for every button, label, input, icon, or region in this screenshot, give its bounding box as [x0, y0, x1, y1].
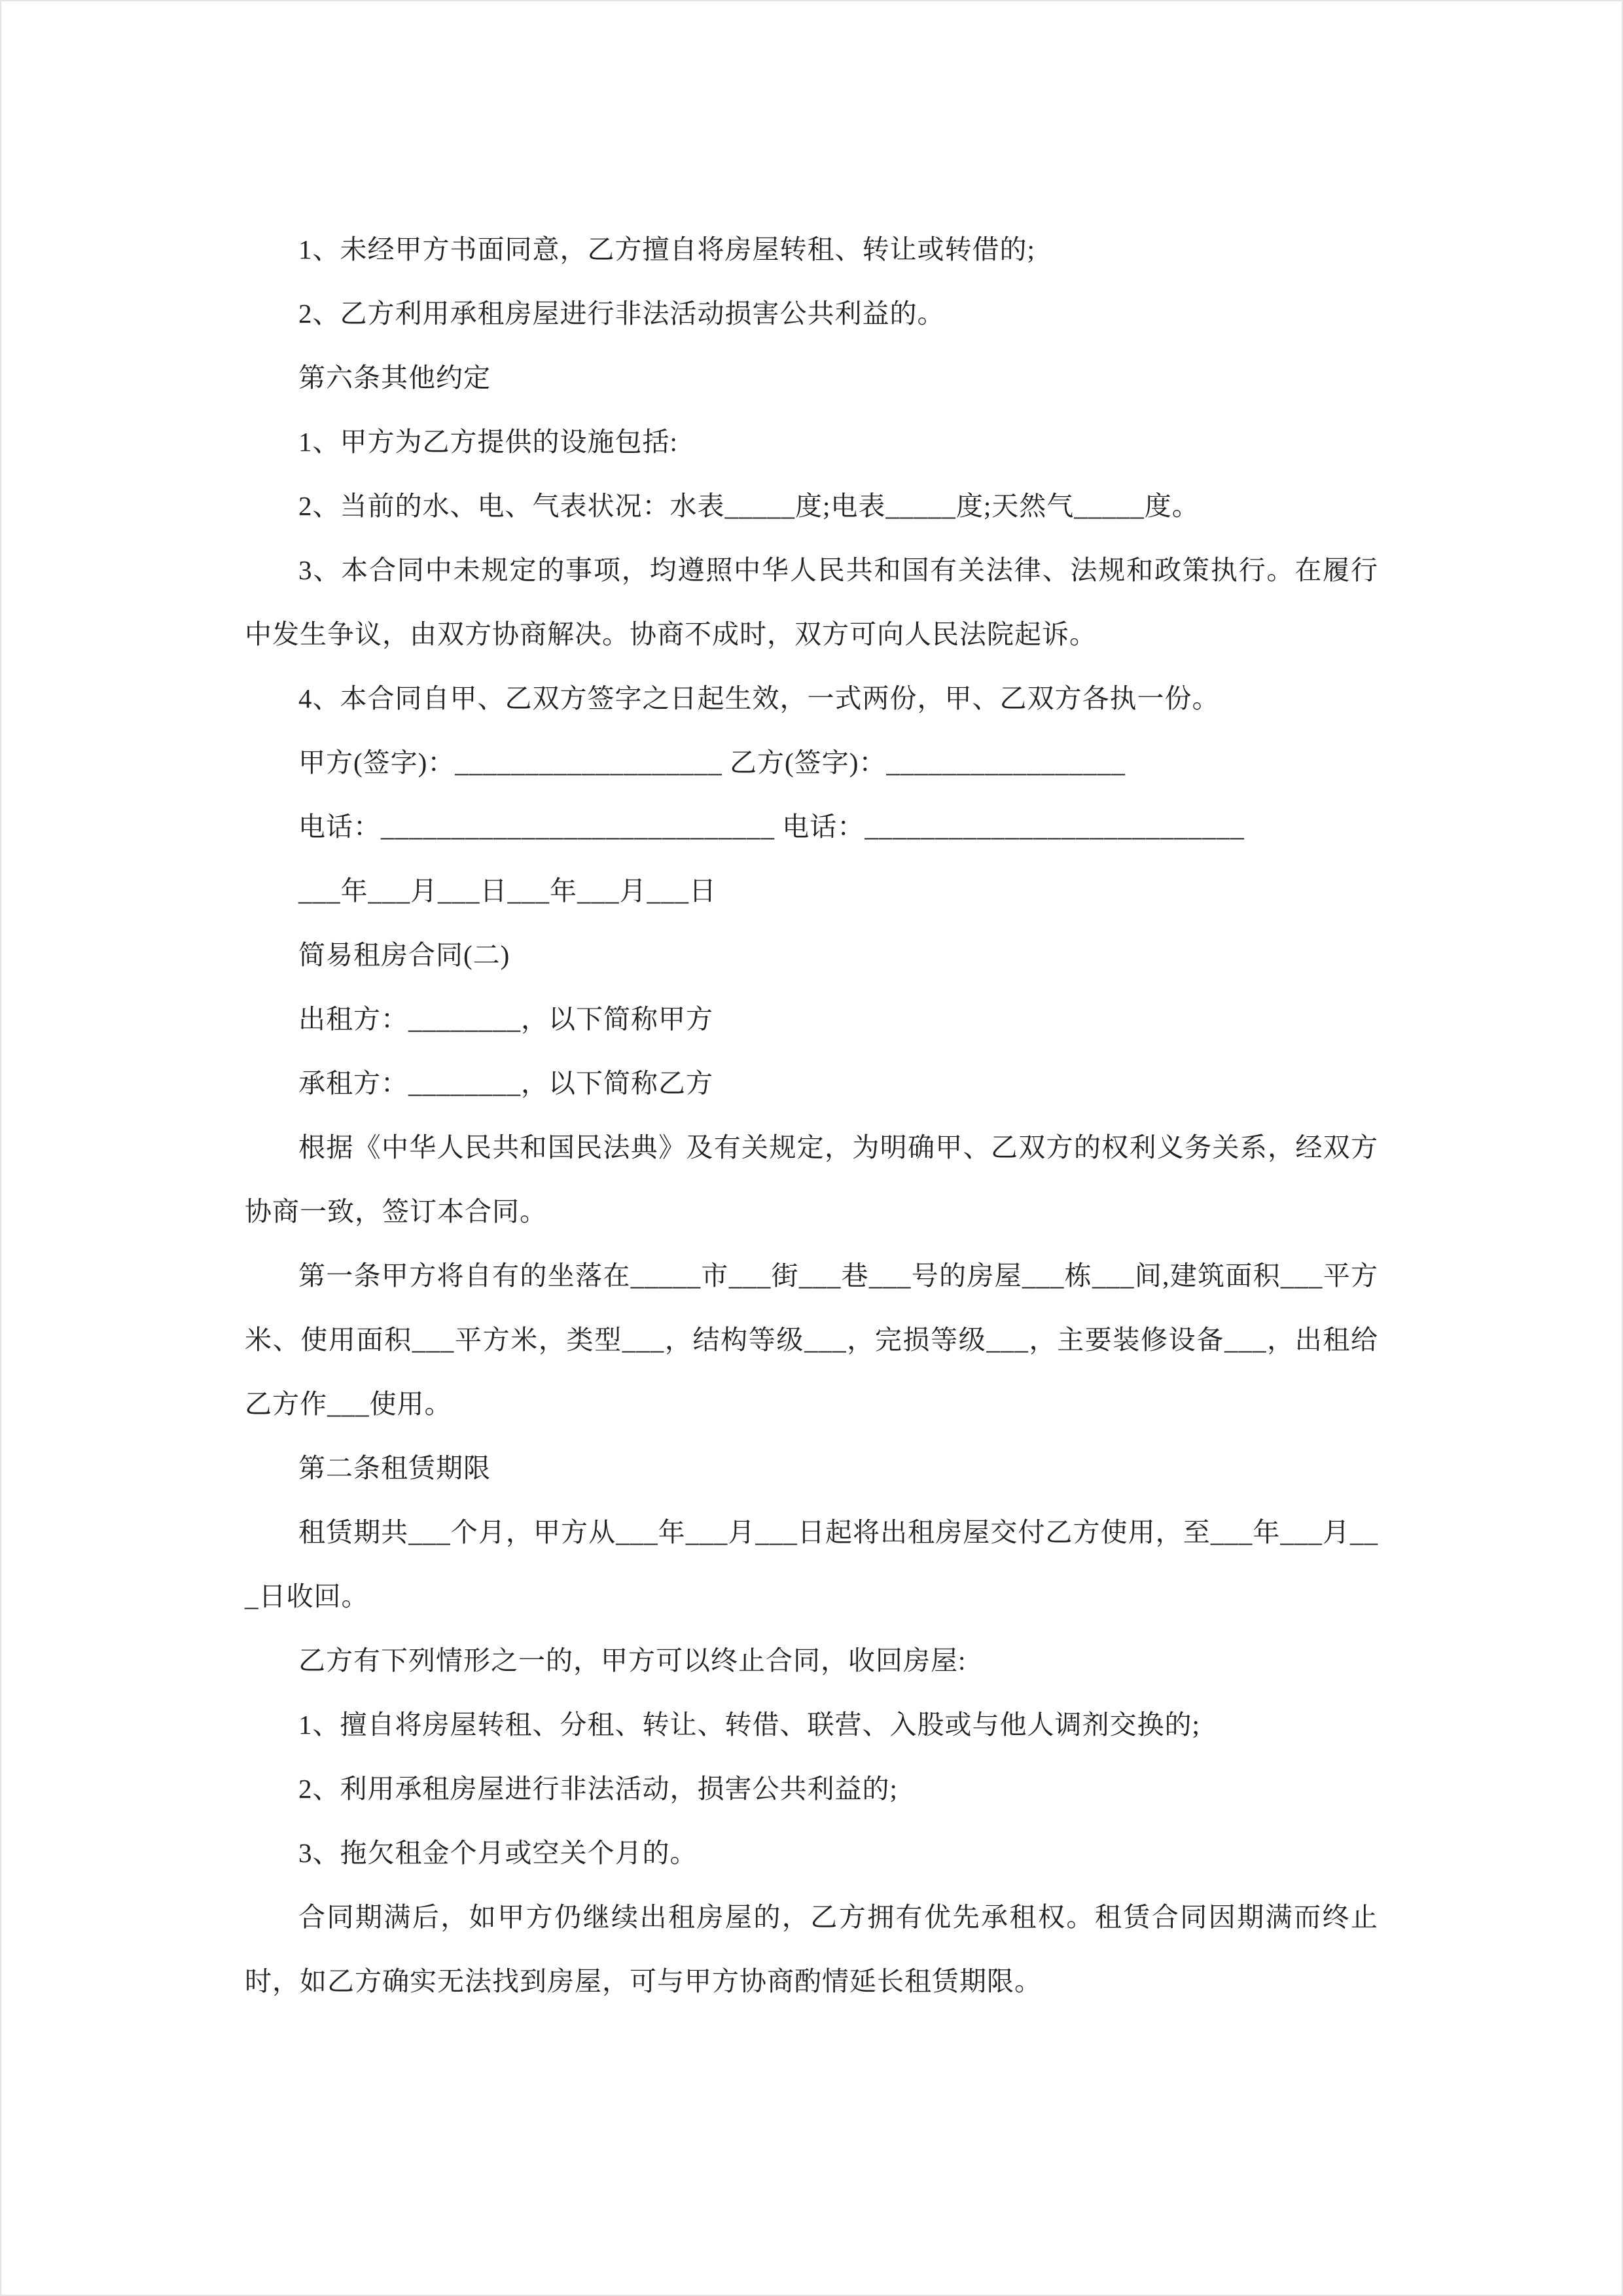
heading-article-6-other-agreements: 第六条其他约定 — [298, 363, 491, 393]
article6-item-meter-readings: 2、当前的水、电、气表状况：水表_____度;电表_____度;天然气_____度。 — [298, 491, 1200, 521]
termination-item-sublet-transfer: 1、擅自将房屋转租、分租、转让、转借、联营、入股或与他人调剂交换的; — [298, 1710, 1200, 1740]
preamble-civil-code: 根据《中华人民共和国民法典》及有关规定，为明确甲、乙双方的权利义务关系，经双方协商一致，签订本合同。 — [245, 1132, 1378, 1227]
lessee-line: 承租方：________，以下简称乙方 — [298, 1068, 713, 1098]
phone-line-party-a-party-b: 电话：____________________________ 电话：___________________________ — [298, 812, 1245, 842]
termination-item-illegal-activity: 2、利用承租房屋进行非法活动，损害公共利益的; — [298, 1774, 898, 1804]
article6-item-governing-law: 3、本合同中未规定的事项，均遵照中华人民共和国有关法律、法规和政策执行。在履行中发生争议，由双方协商解决。协商不成时，双方可向人民法院起诉。 — [245, 555, 1378, 649]
heading-article-2-lease-term: 第二条租赁期限 — [298, 1453, 491, 1483]
article2-lease-term-dates: 租赁期共___个月，甲方从___年___月___日起将出租房屋交付乙方使用，至___年___月___日收回。 — [245, 1517, 1378, 1611]
article6-item-facilities: 1、甲方为乙方提供的设施包括: — [298, 427, 678, 457]
termination-item-rent-arrears: 3、拖欠租金个月或空关个月的。 — [298, 1838, 698, 1868]
termination-conditions-intro: 乙方有下列情形之一的，甲方可以终止合同，收回房屋: — [298, 1645, 967, 1676]
article6-item-effectiveness: 4、本合同自甲、乙双方签字之日起生效，一式两份，甲、乙双方各执一份。 — [298, 683, 1220, 713]
renewal-priority-clause: 合同期满后，如甲方仍继续出租房屋的，乙方拥有优先承租权。租赁合同因期满而终止时，如乙方确实无法找到房屋，可与甲方协商酌情延长租赁期限。 — [245, 1902, 1378, 1996]
signature-line-party-a-party-b: 甲方(签字)：___________________ 乙方(签字)：_________________ — [298, 747, 1126, 778]
article1-premises-description: 第一条甲方将自有的坐落在_____市___街___巷___号的房屋___栋___间,建筑面积___平方米、使用面积___平方米，类型___，结构等级___，完损等级___，主要装修设备___，出租给乙方作___使用。 — [245, 1261, 1378, 1419]
date-line: ___年___月___日___年___月___日 — [298, 876, 717, 906]
title-simple-rental-contract-2: 简易租房合同(二) — [298, 940, 510, 970]
clause-illegal-activity-harm: 2、乙方利用承租房屋进行非法活动损害公共利益的。 — [298, 298, 945, 329]
lessor-line: 出租方：________，以下简称甲方 — [298, 1004, 713, 1034]
clause-sublease-without-consent: 1、未经甲方书面同意，乙方擅自将房屋转租、转让或转借的; — [298, 234, 1035, 264]
